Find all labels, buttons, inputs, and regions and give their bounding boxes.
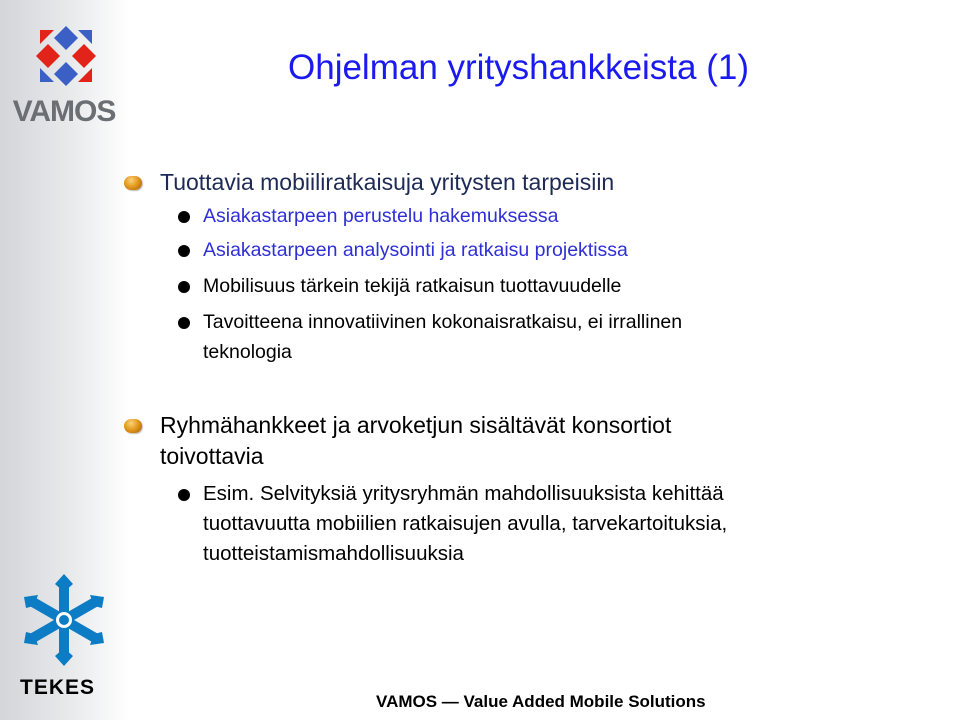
tekes-logo-text: TEKES — [20, 676, 96, 699]
list-item: Asiakastarpeen perustelu hakemuksessa — [203, 205, 559, 227]
list-item: Asiakastarpeen analysointi ja ratkaisu projektissa — [203, 239, 628, 261]
slide-footer: VAMOS — Value Added Mobile Solutions — [376, 692, 706, 711]
tekes-snowflake-icon — [22, 574, 106, 668]
bullet-dot-icon — [178, 245, 190, 257]
list-item-continuation: tuotteistamismahdollisuuksia — [203, 542, 464, 565]
list-item-continuation: teknologia — [203, 341, 292, 363]
section-bullet-icon — [124, 419, 142, 433]
section-heading: Ryhmähankkeet ja arvoketjun sisältävät konsortiot — [160, 412, 672, 438]
list-item-continuation: tuottavuutta mobiilien ratkaisujen avulla, tarvekartoituksia, — [203, 512, 728, 535]
list-item: Mobilisuus tärkein tekijä ratkaisun tuottavuudelle — [203, 275, 622, 297]
section-heading-continuation: toivottavia — [160, 443, 264, 469]
section-heading: Tuottavia mobiiliratkaisuja yritysten tarpeisiin — [160, 169, 615, 195]
bullet-dot-icon — [178, 211, 190, 223]
section-bullet-icon — [124, 176, 142, 190]
slide-title: Ohjelman yrityshankkeista (1) — [288, 48, 749, 87]
bullet-dot-icon — [178, 317, 190, 329]
list-item: Tavoitteena innovatiivinen kokonaisratkaisu, ei irrallinen — [203, 311, 683, 333]
list-item: Esim. Selvityksiä yritysryhmän mahdollisuuksista kehittää — [203, 482, 724, 505]
vamos-logo-text: VAMOS — [12, 95, 116, 128]
bullet-dot-icon — [178, 489, 190, 501]
bullet-dot-icon — [178, 281, 190, 293]
